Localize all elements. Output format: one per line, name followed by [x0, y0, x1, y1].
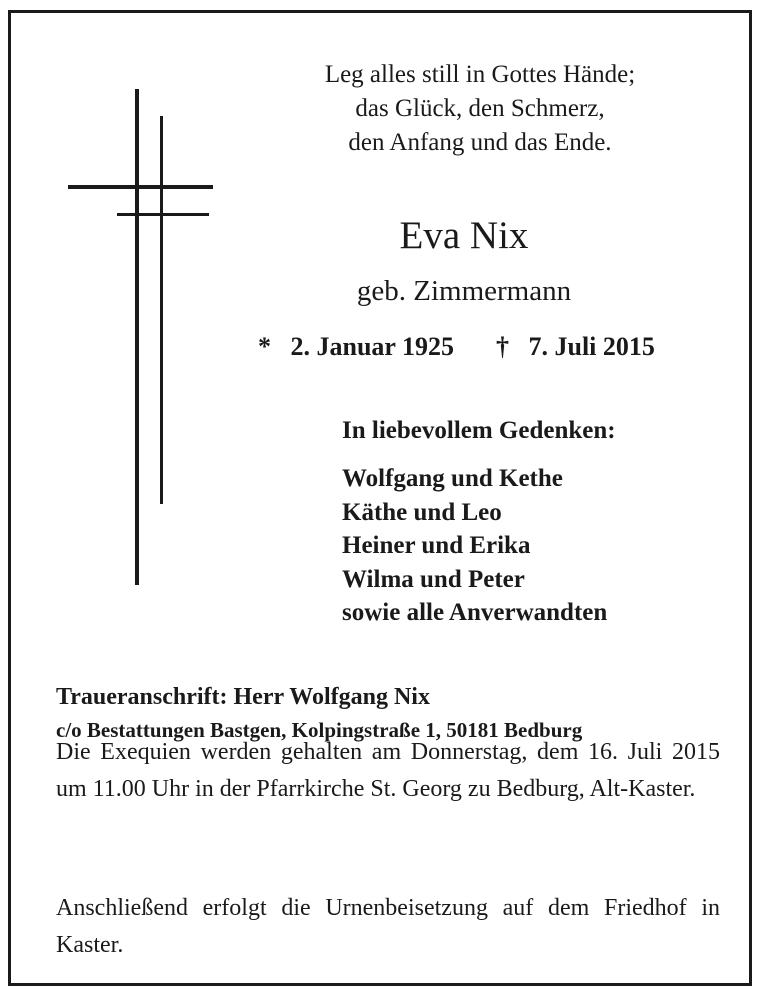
- service-info: Die Exequien werden gehalten am Donnerstag, dem 16. Juli 2015 um 11.00 Uhr in der Pfarrkirche St. Georg zu Bedburg, Alt-Kaster.: [56, 739, 720, 802]
- birth-star-icon: *: [258, 332, 271, 361]
- mourner-name: Wolfgang und Kethe: [342, 465, 563, 492]
- mourner-name: Wilma und Peter: [342, 565, 525, 593]
- burial-info: Anschließend erfolgt die Urnenbeisetzung auf dem Friedhof in Kaster.: [56, 895, 720, 958]
- deceased-name: Eva Nix: [399, 214, 529, 257]
- death-cross-icon: †: [496, 332, 509, 361]
- death-date: 7. Juli 2015: [528, 332, 655, 361]
- birth-date: 2. Januar 1925: [290, 332, 454, 361]
- birth: [258, 330, 454, 364]
- death: [496, 330, 655, 364]
- remembrance-heading: In liebevollem Gedenken:: [342, 417, 616, 444]
- mourner-name: Käthe und Leo: [342, 498, 502, 526]
- poem: [270, 58, 690, 160]
- mourner-name: Heiner und Erika: [342, 532, 531, 559]
- mourners-list: [342, 462, 607, 630]
- address-line: Traueranschrift: Herr Wolfgang Nix: [56, 684, 430, 710]
- poem-line: Leg alles still in Gottes Hände;: [324, 61, 636, 88]
- poem-line: das Glück, den Schmerz,: [355, 95, 605, 122]
- poem-line: den Anfang und das Ende.: [348, 129, 612, 156]
- birth-name: geb. Zimmermann: [356, 275, 572, 307]
- address-line: c/o Bestattungen Bastgen, Kolpingstraße 1, 50181 Bedburg: [56, 718, 583, 742]
- mourner-name: sowie alle Anverwandten: [342, 599, 608, 626]
